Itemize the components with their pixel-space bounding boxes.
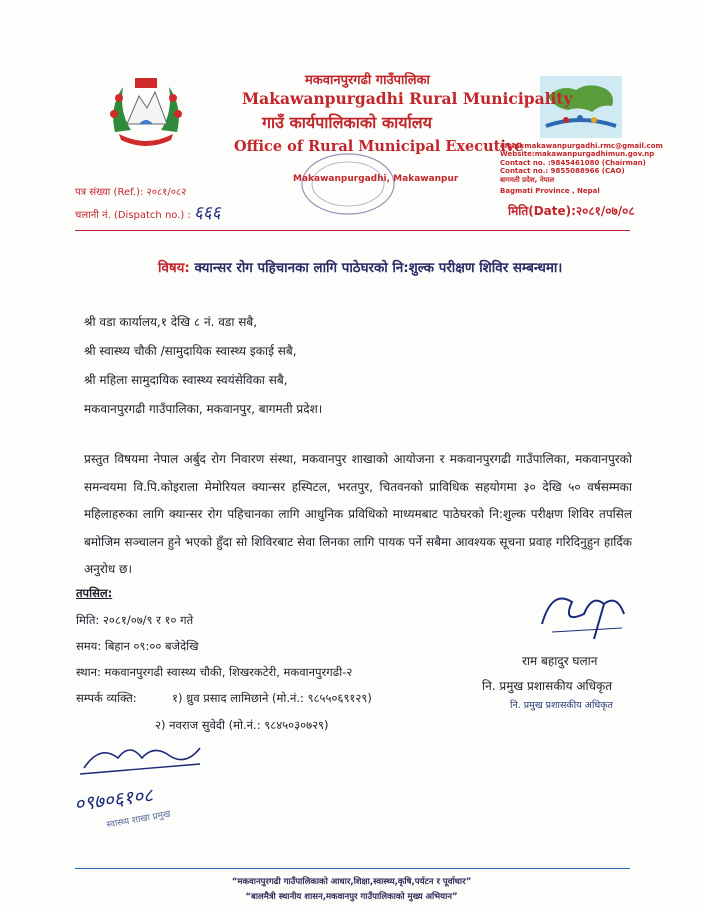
subject-label: विषय: [158,261,190,276]
dispatch-label: चलानी नं. (Dispatch no.) : [75,210,191,221]
website-text: Website:makawanpurgadhimun.gov.np [500,150,655,159]
recipient-line: मकवानपुरगढी गाउँपालिका, मकवानपुर, बागमती प्रदेश। [84,402,323,416]
signatory-name: राम बहादुर घलान [522,654,598,668]
municipality-name-nepali: मकवानपुरगढी गाउँपालिका [305,73,430,88]
subject-line [158,258,562,276]
nepal-emblem-icon [105,72,187,152]
recipient-line: श्री वडा कार्यालय,१ देखि ८ नं. वडा सबै, [84,315,258,329]
footer-line-1: “मकवानपुरगढी गाउँपालिकाको आधार,शिक्षा,स्वास्थ्य,कृषि,पर्यटन र पूर्वाधार” [231,877,472,887]
office-name-english: Office of Rural Municipal Executive [234,138,524,155]
ref-number: पत्र संख्या (Ref.): २०८१/०८२ [75,187,187,198]
contact-block [500,142,663,195]
header-divider [75,230,630,231]
letter-date: मिति(Date):२०८१/०७/०८ [508,204,635,218]
details-heading: तपसिल: [76,586,113,600]
email-text: email:makawanpurgadhi.rmc@gmail.com [500,142,663,150]
contact-person-label: सम्पर्क व्यक्ति: [76,691,137,705]
health-section-stamp: स्वास्थ्य शाखा प्रमुख [105,809,172,831]
footer-divider [75,868,630,869]
office-address: Makawanpurgadhi, Makawanpur [293,174,459,184]
office-name-nepali: गाउँ कार्यपालिकाको कार्यालय [262,113,432,132]
camp-date: मिति: २०८१/०७/९ र १० गते [76,613,194,627]
dispatch-number [75,200,221,223]
subject-text: क्यान्सर रोग पहिचानका लागि पाठेघरको नि:शुल्क परीक्षण शिविर सम्बन्धमा। [194,261,563,276]
signatory-title: नि. प्रमुख प्रशासकीय अधिकृत [482,679,613,693]
contact-chairman: Contact no. :9845461080 (Chairman) [500,158,646,167]
province-english: Bagmati Province , Nepal [500,187,600,196]
contact-cao: Contact no.: 9855088966 (CAO) [500,167,625,176]
signatory-stamp: नि. प्रमुख प्रशासकीय अधिकृत [510,700,613,711]
body-paragraph: प्रस्तुत विषयमा नेपाल अर्बुद रोग निवारण संस्था, मकवानपुर शाखाको आयोजना र मकवानपुरगढी गाउँपालिका, मकवानपुरको समन्वयमा वि.पि.कोइराला मेमोरियल क्यान्सर हस्पिटल, भरतपुर, चितवनको प्राविधिक सहयोगमा ३० देखि ५० वर्षसम्मका महिलाहरुका लागि क्यान्सर रोग पहिचानका लागि आधुनिक प्रविधिको माध्यमबाट पाठेघरको नि:शुल्क परीक्षण शिविर तपसिल बमोजिम सञ्चालन हुने भएको हुँदा सो शिविरबाट सेवा लिनका लागि पायक पर्ने सबैमा आवश्यक सूचना प्रवाह गरिदिनुहुन हार्दिक अनुरोध छ। [84,452,632,576]
signature-icon [532,584,632,644]
contact-person-1: १) ध्रुव प्रसाद लामिछाने (मो.नं.: ९८५५०६९१२९) [172,691,372,705]
municipality-name-english: Makawanpurgadhi Rural Municipality [242,89,573,108]
handwritten-number: ०९७०६१०८ [73,784,155,816]
recipient-line: श्री स्वास्थ्य चौकी /सामुदायिक स्वास्थ्य इकाई सबै, [84,344,297,358]
recipient-line: श्री महिला सामुदायिक स्वास्थ्य स्वयंसेविका सबै, [84,373,288,387]
camp-time: समय: बिहान ०९:०० बजेदेखि [76,639,199,653]
province-nepali: बागमती प्रदेश, नेपाल [500,175,555,184]
contact-person-2: २) नवराज सुवेदी (मो.नं.: ९८४५०३०७२९) [155,718,329,732]
round-stamp-icon [296,152,400,222]
handwritten-note [80,738,240,782]
camp-venue: स्थान: मकवानपुरगढी स्वास्थ्य चौकी, शिखरकटेरी, मकवानपुरगढी-२ [76,665,353,679]
footer-line-2: “बालमैत्री स्थानीय शासन,मकवानपुर गाउँपालिकाको मुख्य अभियान” [245,892,458,902]
dispatch-value: ६६६ [194,203,221,223]
